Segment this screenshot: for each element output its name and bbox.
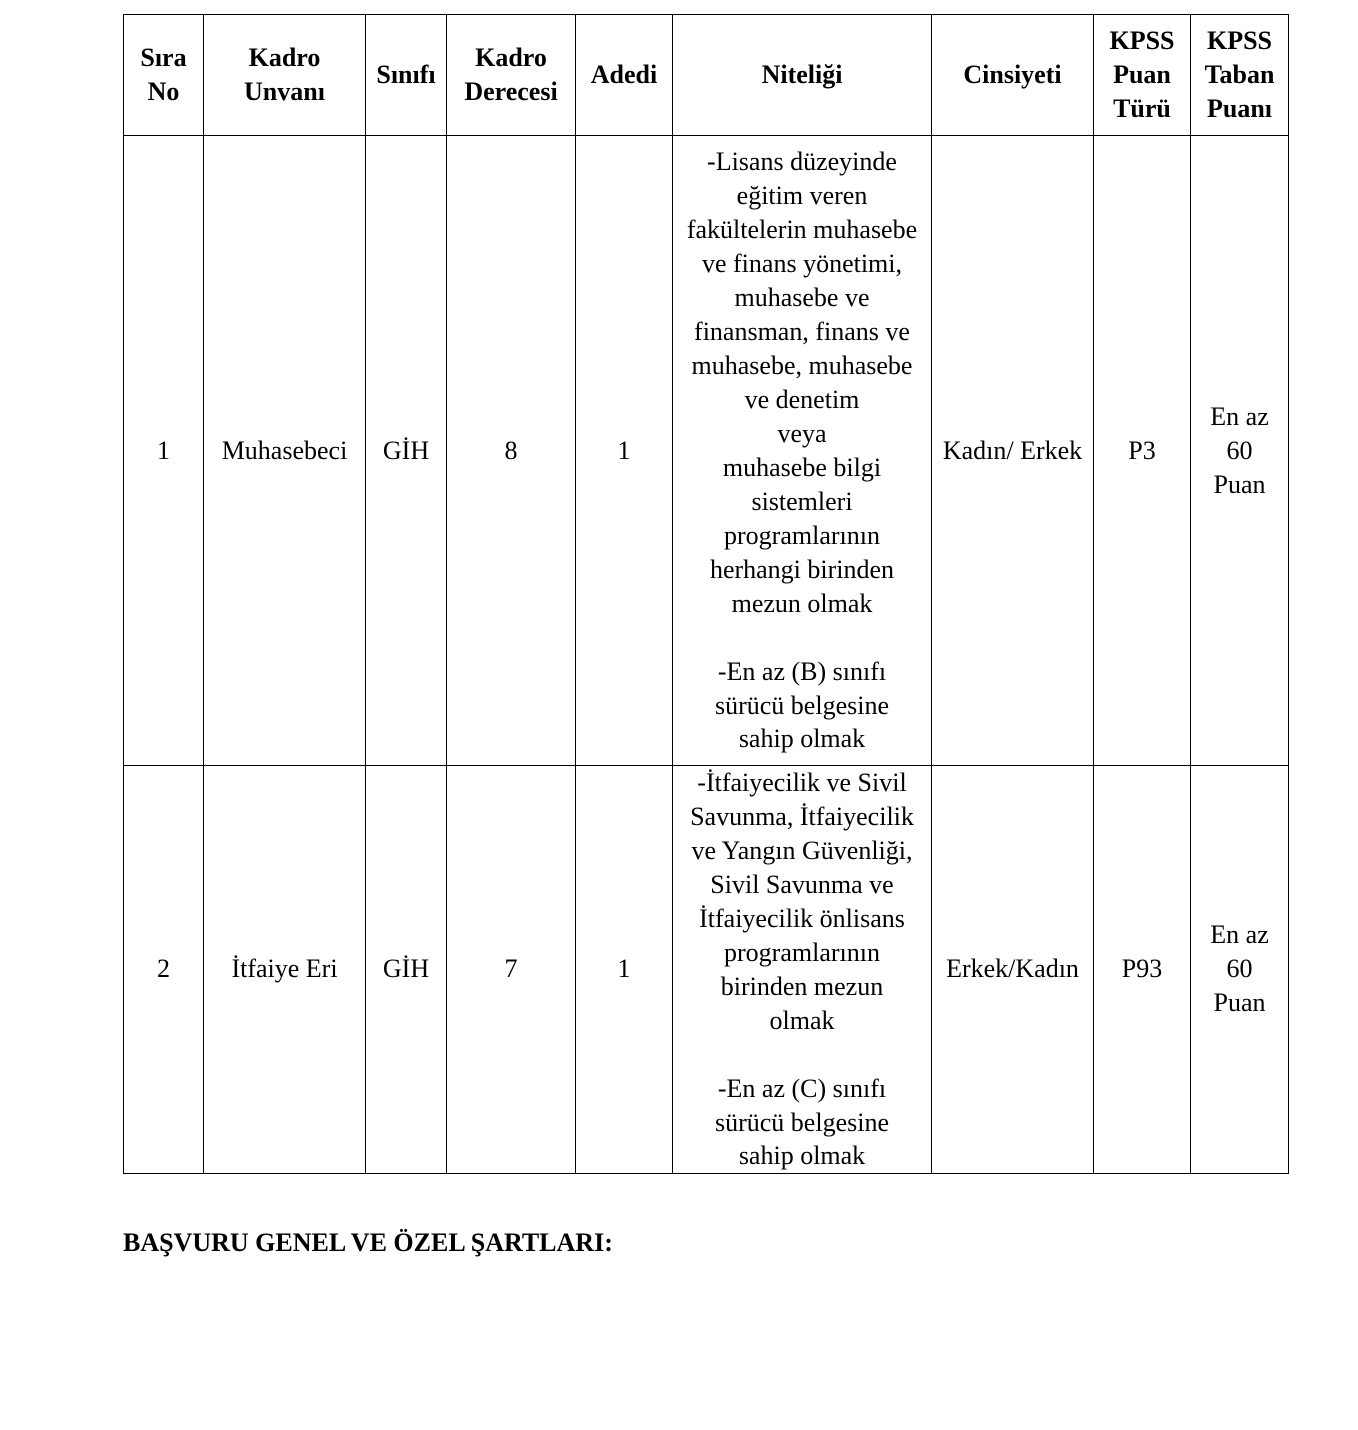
niteligi-line: -Lisans düzeyinde <box>707 147 897 177</box>
niteligi-line: sahip olmak <box>738 724 866 754</box>
cell-cinsiyeti: Kadın/ Erkek <box>932 136 1094 766</box>
cell-sinifi: GİH <box>366 136 447 766</box>
niteligi-line: Savunma, İtfaiyecilik <box>690 802 914 831</box>
niteligi-line: herhangi birinden <box>709 555 895 585</box>
niteligi-line: muhasebe, muhasebe <box>691 351 913 381</box>
header-kadro-derecesi: Kadro Derecesi <box>447 15 576 136</box>
niteligi-line: -En az (B) sınıfı <box>717 657 887 687</box>
cell-adedi: 1 <box>576 136 673 766</box>
section-heading: BAŞVURU GENEL VE ÖZEL ŞARTLARI: <box>123 1228 613 1257</box>
niteligi-line: -İtfaiyecilik ve Sivil <box>697 768 907 797</box>
niteligi-line: ve Yangın Güvenliği, <box>691 836 913 865</box>
cell-kadro-unvani: Muhasebeci <box>204 136 366 766</box>
niteligi-line: İtfaiyecilik önlisans <box>699 904 905 933</box>
niteligi-line: ve denetim <box>744 385 860 415</box>
niteligi-line: -En az (C) sınıfı <box>717 1074 887 1103</box>
table-row <box>124 136 1289 766</box>
niteligi-line: sistemleri <box>751 487 853 517</box>
cell-kpss-taban-puani: En az 60 Puan <box>1191 136 1289 766</box>
cell-kadro-derecesi: 8 <box>447 136 576 766</box>
niteligi-line: sürücü belgesine <box>714 690 889 720</box>
niteligi-line: sürücü belgesine <box>714 1107 889 1137</box>
paragraph-gap <box>673 621 931 655</box>
niteligi-line: ve finans yönetimi, <box>701 249 902 279</box>
cell-adedi: 1 <box>576 766 673 1174</box>
header-sinifi: Sınıfı <box>366 15 447 136</box>
niteligi-line: Sivil Savunma ve <box>710 870 894 899</box>
cell-niteligi <box>673 766 932 1174</box>
cell-niteligi <box>673 136 932 766</box>
cell-kadro-derecesi: 7 <box>447 766 576 1174</box>
cell-kpss-puan-turu: P93 <box>1094 766 1191 1174</box>
header-sira-no: Sıra No <box>124 15 204 136</box>
header-adedi: Adedi <box>576 15 673 136</box>
cell-kadro-unvani: İtfaiye Eri <box>204 766 366 1174</box>
paragraph-gap <box>673 1038 931 1072</box>
cell-sinifi: GİH <box>366 766 447 1174</box>
niteligi-line: finansman, finans ve <box>694 317 910 347</box>
cell-sira-no: 1 <box>124 136 204 766</box>
positions-table <box>123 14 1289 1174</box>
niteligi-line: veya <box>777 419 827 449</box>
header-cinsiyeti: Cinsiyeti <box>932 15 1094 136</box>
niteligi-line: olmak <box>769 1006 835 1035</box>
niteligi-line: mezun olmak <box>731 589 873 619</box>
niteligi-line: muhasebe bilgi <box>722 453 882 483</box>
niteligi-line: sahip olmak <box>738 1141 866 1170</box>
niteligi-line: programlarının <box>724 938 880 967</box>
niteligi-line: programlarının <box>724 521 880 551</box>
header-kpss-taban-puani: KPSS Taban Puanı <box>1191 15 1289 136</box>
header-niteligi: Niteliği <box>673 15 932 136</box>
cell-sira-no: 2 <box>124 766 204 1174</box>
header-kpss-puan-turu: KPSS Puan Türü <box>1094 15 1191 136</box>
niteligi-line: eğitim veren <box>736 181 868 211</box>
niteligi-line: muhasebe ve <box>734 283 870 313</box>
cell-cinsiyeti: Erkek/Kadın <box>932 766 1094 1174</box>
header-kadro-unvani: Kadro Unvanı <box>204 15 366 136</box>
niteligi-line: fakültelerin muhasebe <box>686 215 918 245</box>
cell-kpss-puan-turu: P3 <box>1094 136 1191 766</box>
table-header-row <box>124 15 1289 136</box>
cell-kpss-taban-puani: En az 60 Puan <box>1191 766 1289 1174</box>
niteligi-line: birinden mezun <box>720 972 884 1001</box>
table-row <box>124 766 1289 1174</box>
